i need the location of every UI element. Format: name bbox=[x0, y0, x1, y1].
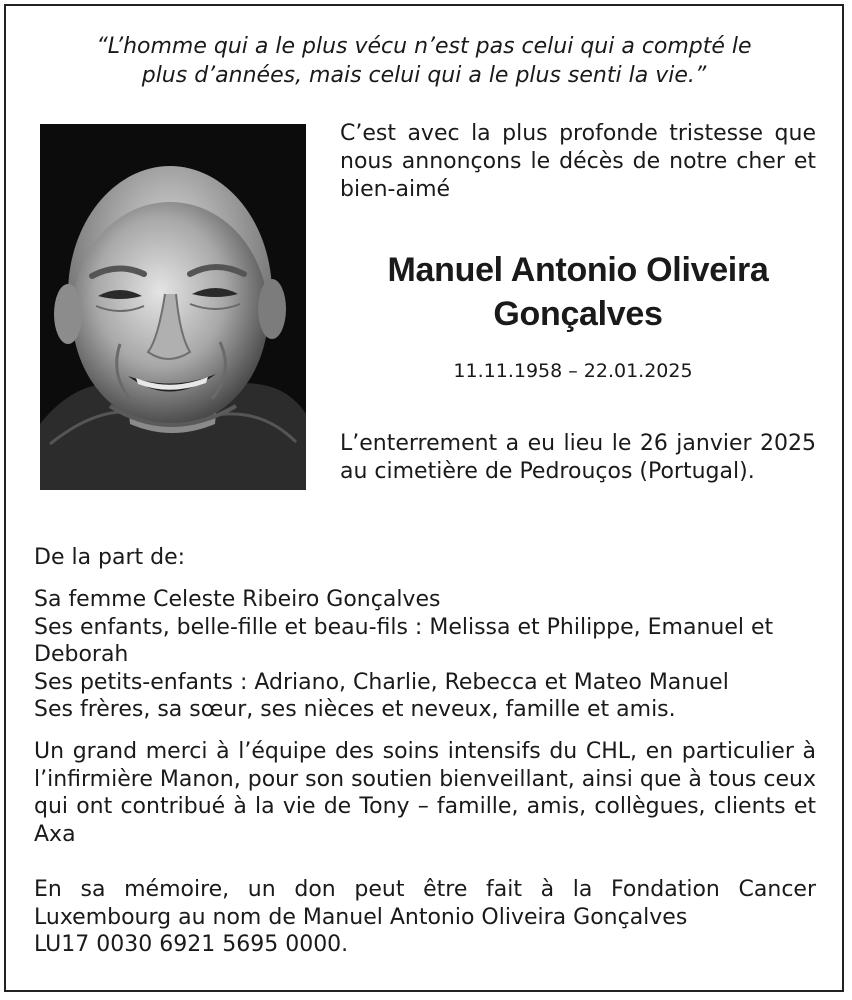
epigraph-quote bbox=[34, 32, 814, 90]
quote-line-2: plus d’années, mais celui qui a le plus senti la vie.” bbox=[141, 63, 707, 88]
name-line-2: Gonçalves bbox=[493, 295, 663, 333]
family-list bbox=[34, 586, 824, 724]
family-item-children: Ses enfants, belle-fille et beau-fils : Melissa et Philippe, Emanuel et Deborah bbox=[34, 614, 774, 667]
family-item-siblings: Ses frères, sa sœur, ses nièces et neveux, famille et amis. bbox=[34, 697, 676, 722]
family-item-grandchildren: Ses petits-enfants : Adriano, Charlie, Rebecca et Mateo Manuel bbox=[34, 669, 729, 695]
burial-notice: L’enterrement a eu lieu le 26 janvier 2025 au cimetière de Pedrouços (Portugal). bbox=[340, 431, 816, 484]
thanks-paragraph: Un grand merci à l’équipe des soins intensifs du CHL, en particulier à l’infirmière Manon, pour son soutien bienveillant, ainsi que à tous ceux qui ont contribué à la vie de Tony – famille, amis, collègues, clients et Axa bbox=[34, 739, 816, 847]
from-heading: De la part de: bbox=[34, 545, 186, 570]
life-dates: 11.11.1958 – 22.01.2025 bbox=[453, 360, 693, 382]
donation-iban: LU17 0030 6921 5695 0000. bbox=[34, 932, 349, 957]
announcement-text: C’est avec la plus profonde tristesse que nous annonçons le décès de notre cher et bien-aimé bbox=[340, 121, 816, 202]
donation-text: En sa mémoire, un don peut être fait à la Fondation Cancer Luxembourg au nom de Manuel Antonio Oliveira Gonçalves bbox=[34, 877, 816, 930]
name-line-1: Manuel Antonio Oliveira bbox=[387, 251, 769, 289]
donation-paragraph bbox=[34, 876, 816, 959]
family-item-spouse: Sa femme Celeste Ribeiro Gonçalves bbox=[34, 587, 441, 612]
portrait-photo bbox=[40, 124, 306, 490]
deceased-name bbox=[332, 248, 824, 336]
portrait-illustration bbox=[40, 124, 306, 490]
quote-line-1: “L’homme qui a le plus vécu n’est pas celui qui a compté le bbox=[96, 34, 752, 59]
